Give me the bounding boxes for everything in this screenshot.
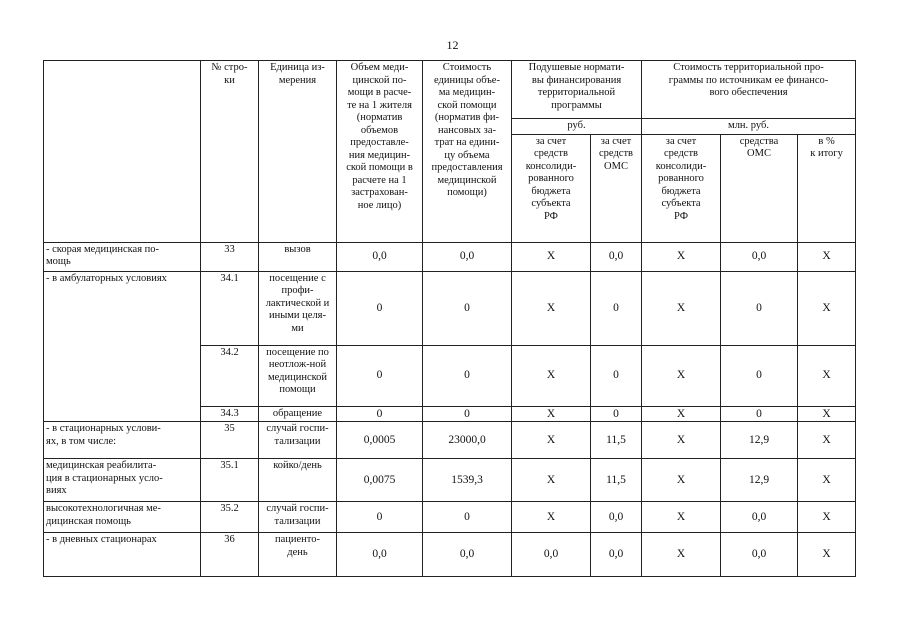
table-row [44,242,856,271]
table-row [44,533,856,577]
row-number: 34.3 [201,406,259,422]
row-unit: случай госпи- тализации [259,502,337,533]
row-cost: 0 [423,345,512,406]
row-tc-budget: X [642,459,721,502]
row-tc-budget: X [642,242,721,271]
row-volume: 0 [337,345,423,406]
row-name: - в дневных стационарах [44,533,201,577]
row-pc-budget: X [512,502,591,533]
row-pc-budget: X [512,271,591,345]
row-percent: X [798,502,856,533]
header-territorial-cost: Стоимость территориальной про- граммы по источникам ее финансо- вого обеспечения [642,61,856,119]
header-unit: Единица из- мерения [259,61,337,243]
row-tc-oms: 0 [721,406,798,422]
row-cost: 0,0 [423,533,512,577]
row-cost: 1539,3 [423,459,512,502]
row-unit: случай госпи- тализации [259,422,337,459]
row-tc-oms: 0 [721,345,798,406]
row-tc-budget: X [642,345,721,406]
row-number: 34.1 [201,271,259,345]
row-unit: посещение с профи- лактической и иными целя- ми [259,271,337,345]
row-number: 33 [201,242,259,271]
row-unit: пациенто- день [259,533,337,577]
row-number: 35.2 [201,502,259,533]
row-pc-oms: 0,0 [591,242,642,271]
row-cost: 23000,0 [423,422,512,459]
row-name: - в стационарных услови- ях, в том числе: [44,422,201,459]
header-unit-cost: Стоимость единицы объе- ма медицин- ской помощи (норматив фи- нансовых за- трат на едини- цу объема предоставления медицинской помощи) [423,61,512,243]
row-tc-budget: X [642,422,721,459]
row-unit: обращение [259,406,337,422]
row-volume: 0 [337,406,423,422]
row-tc-oms: 12,9 [721,422,798,459]
row-volume: 0,0 [337,242,423,271]
row-unit: посещение по неотлож-ной медицинской помощи [259,345,337,406]
row-number: 34.2 [201,345,259,406]
page-number: 12 [446,38,459,52]
table-row [44,502,856,533]
row-tc-oms: 0,0 [721,502,798,533]
row-percent: X [798,533,856,577]
header-tc-budget: за счет средств консолиди- рованного бюджета субъекта РФ [642,134,721,242]
row-pc-oms: 0,0 [591,533,642,577]
row-tc-oms: 12,9 [721,459,798,502]
row-cost: 0 [423,502,512,533]
row-volume: 0,0 [337,533,423,577]
row-pc-oms: 11,5 [591,459,642,502]
row-pc-budget: X [512,459,591,502]
header-pc-budget: за счет средств консолиди- рованного бюджета субъекта РФ [512,134,591,242]
row-percent: X [798,459,856,502]
row-tc-oms: 0 [721,271,798,345]
row-name: медицинская реабилита- ция в стационарных усло- виях [44,459,201,502]
header-row-1 [44,61,856,119]
row-name: высокотехнологичная ме- дицинская помощь [44,502,201,533]
row-cost: 0,0 [423,242,512,271]
row-percent: X [798,271,856,345]
header-rub: руб. [512,119,642,135]
row-tc-budget: X [642,533,721,577]
row-name: - в амбулаторных условиях [44,271,201,422]
header-mln-rub: млн. руб. [642,119,856,135]
row-pc-budget: X [512,422,591,459]
row-cost: 0 [423,271,512,345]
table-row [44,422,856,459]
row-number: 36 [201,533,259,577]
header-per-capita: Подушевые нормати- вы финансирования территориальной программы [512,61,642,119]
row-percent: X [798,345,856,406]
header-percent: в % к итогу [798,134,856,242]
row-pc-oms: 0 [591,271,642,345]
row-tc-budget: X [642,271,721,345]
row-pc-budget: X [512,242,591,271]
row-tc-budget: X [642,502,721,533]
header-name-cell [44,61,201,243]
row-volume: 0 [337,502,423,533]
row-unit: койко/день [259,459,337,502]
row-pc-oms: 11,5 [591,422,642,459]
row-volume: 0 [337,271,423,345]
row-volume: 0,0075 [337,459,423,502]
row-pc-budget: X [512,345,591,406]
row-tc-oms: 0,0 [721,242,798,271]
row-tc-oms: 0,0 [721,533,798,577]
row-pc-budget: X [512,406,591,422]
row-pc-oms: 0 [591,406,642,422]
row-percent: X [798,242,856,271]
header-tc-oms: средства ОМС [721,134,798,242]
financing-table [43,60,856,577]
row-tc-budget: X [642,406,721,422]
row-unit: вызов [259,242,337,271]
row-percent: X [798,406,856,422]
header-volume: Объем меди- цинской по- мощи в расче- те на 1 жителя (норматив объемов предоставле- ния медицин- ской помощи в расчете на 1 застрахован- ное лицо) [337,61,423,243]
row-number: 35.1 [201,459,259,502]
row-percent: X [798,422,856,459]
row-pc-oms: 0 [591,345,642,406]
table-row [44,459,856,502]
row-number: 35 [201,422,259,459]
row-name: - скорая медицинская по- мощь [44,242,201,271]
header-pc-oms: за счет средств ОМС [591,134,642,242]
table-row [44,271,856,345]
header-row-number: № стро- ки [201,61,259,243]
row-pc-oms: 0,0 [591,502,642,533]
row-volume: 0,0005 [337,422,423,459]
row-pc-budget: 0,0 [512,533,591,577]
row-cost: 0 [423,406,512,422]
